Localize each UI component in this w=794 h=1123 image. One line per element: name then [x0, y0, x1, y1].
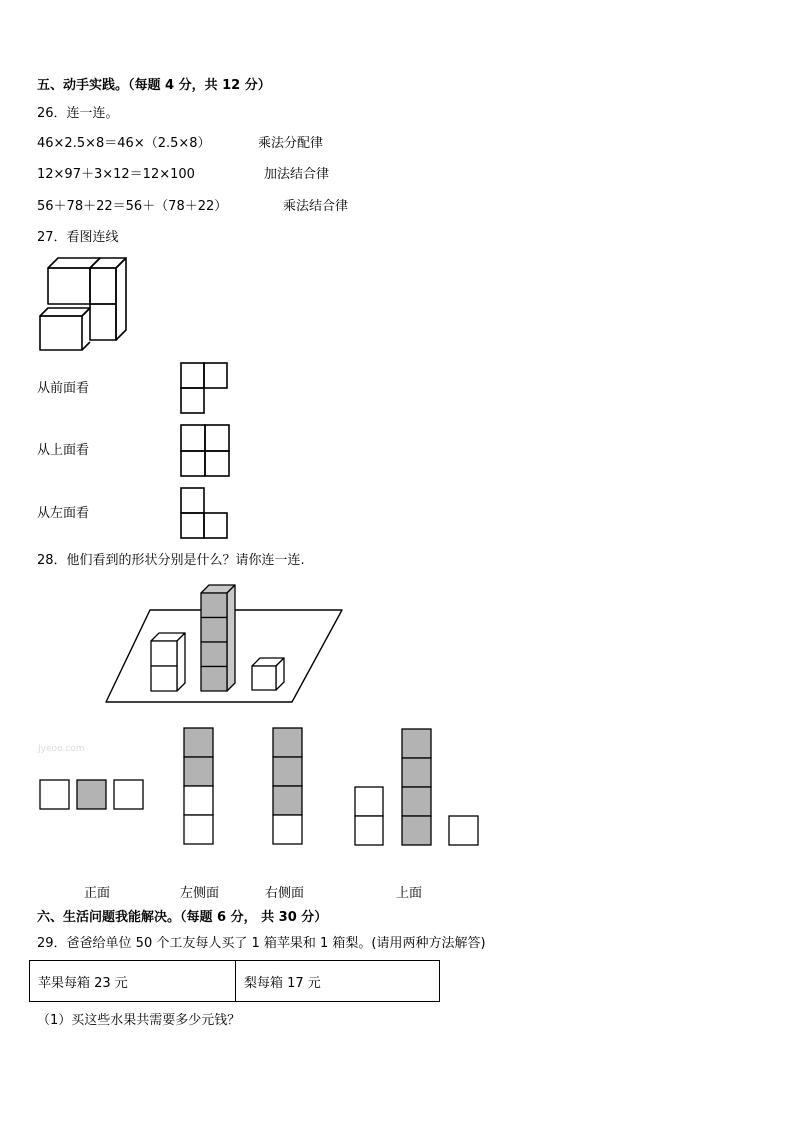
section5-heading: 五、动手实践。（每题 4 分，共 12 分） — [37, 78, 271, 93]
label-left-side: 左侧面 — [180, 886, 220, 901]
answer-shape-front — [354, 728, 482, 846]
view-left-shape — [180, 487, 230, 540]
q29-sub1: （1）买这些水果共需要多少元钱？ — [37, 1013, 241, 1028]
q26-right-2: 加法结合律 — [264, 167, 330, 182]
q26-title: 26．连一连。 — [37, 106, 119, 121]
view-top-label: 从上面看 — [37, 443, 90, 458]
q28-title: 28．他们看到的形状分别是什么？请你连一连. — [37, 553, 305, 568]
watermark: Jyeoo.com — [38, 744, 85, 754]
answer-shape-column-a — [183, 727, 215, 845]
q26-left-1: 46×2.5×8＝46×（2.5×8） — [37, 136, 211, 151]
label-top: 上面 — [396, 886, 423, 901]
q29-title: 29．爸爸给单位 50 个工友每人买了 1 箱苹果和 1 箱梨。(请用两种方法解答) — [37, 936, 486, 951]
q27-cube-figure — [38, 256, 133, 352]
view-top-shape — [180, 424, 232, 478]
q26-right-1: 乘法分配律 — [258, 136, 324, 151]
apple-price-cell: 苹果每箱 23 元 — [30, 961, 236, 1002]
q28-cube-scene — [100, 578, 350, 708]
price-table — [29, 960, 440, 1002]
label-front: 正面 — [84, 886, 111, 901]
pear-price-cell: 梨每箱 17 元 — [236, 961, 440, 1002]
q26-right-3: 乘法结合律 — [283, 199, 349, 214]
view-left-label: 从左面看 — [37, 506, 90, 521]
view-front-shape — [180, 362, 230, 414]
label-right-side: 右侧面 — [265, 886, 305, 901]
answer-shape-row — [39, 779, 147, 811]
section6-heading: 六、生活问题我能解决。（每题 6 分， 共 30 分） — [37, 910, 328, 925]
answer-shape-column-b — [272, 727, 304, 845]
q26-left-3: 56＋78＋22＝56＋（78＋22） — [37, 199, 228, 214]
q26-left-2: 12×97＋3×12＝12×100 — [37, 167, 195, 182]
q27-title: 27．看图连线 — [37, 230, 119, 245]
view-front-label: 从前面看 — [37, 381, 90, 396]
